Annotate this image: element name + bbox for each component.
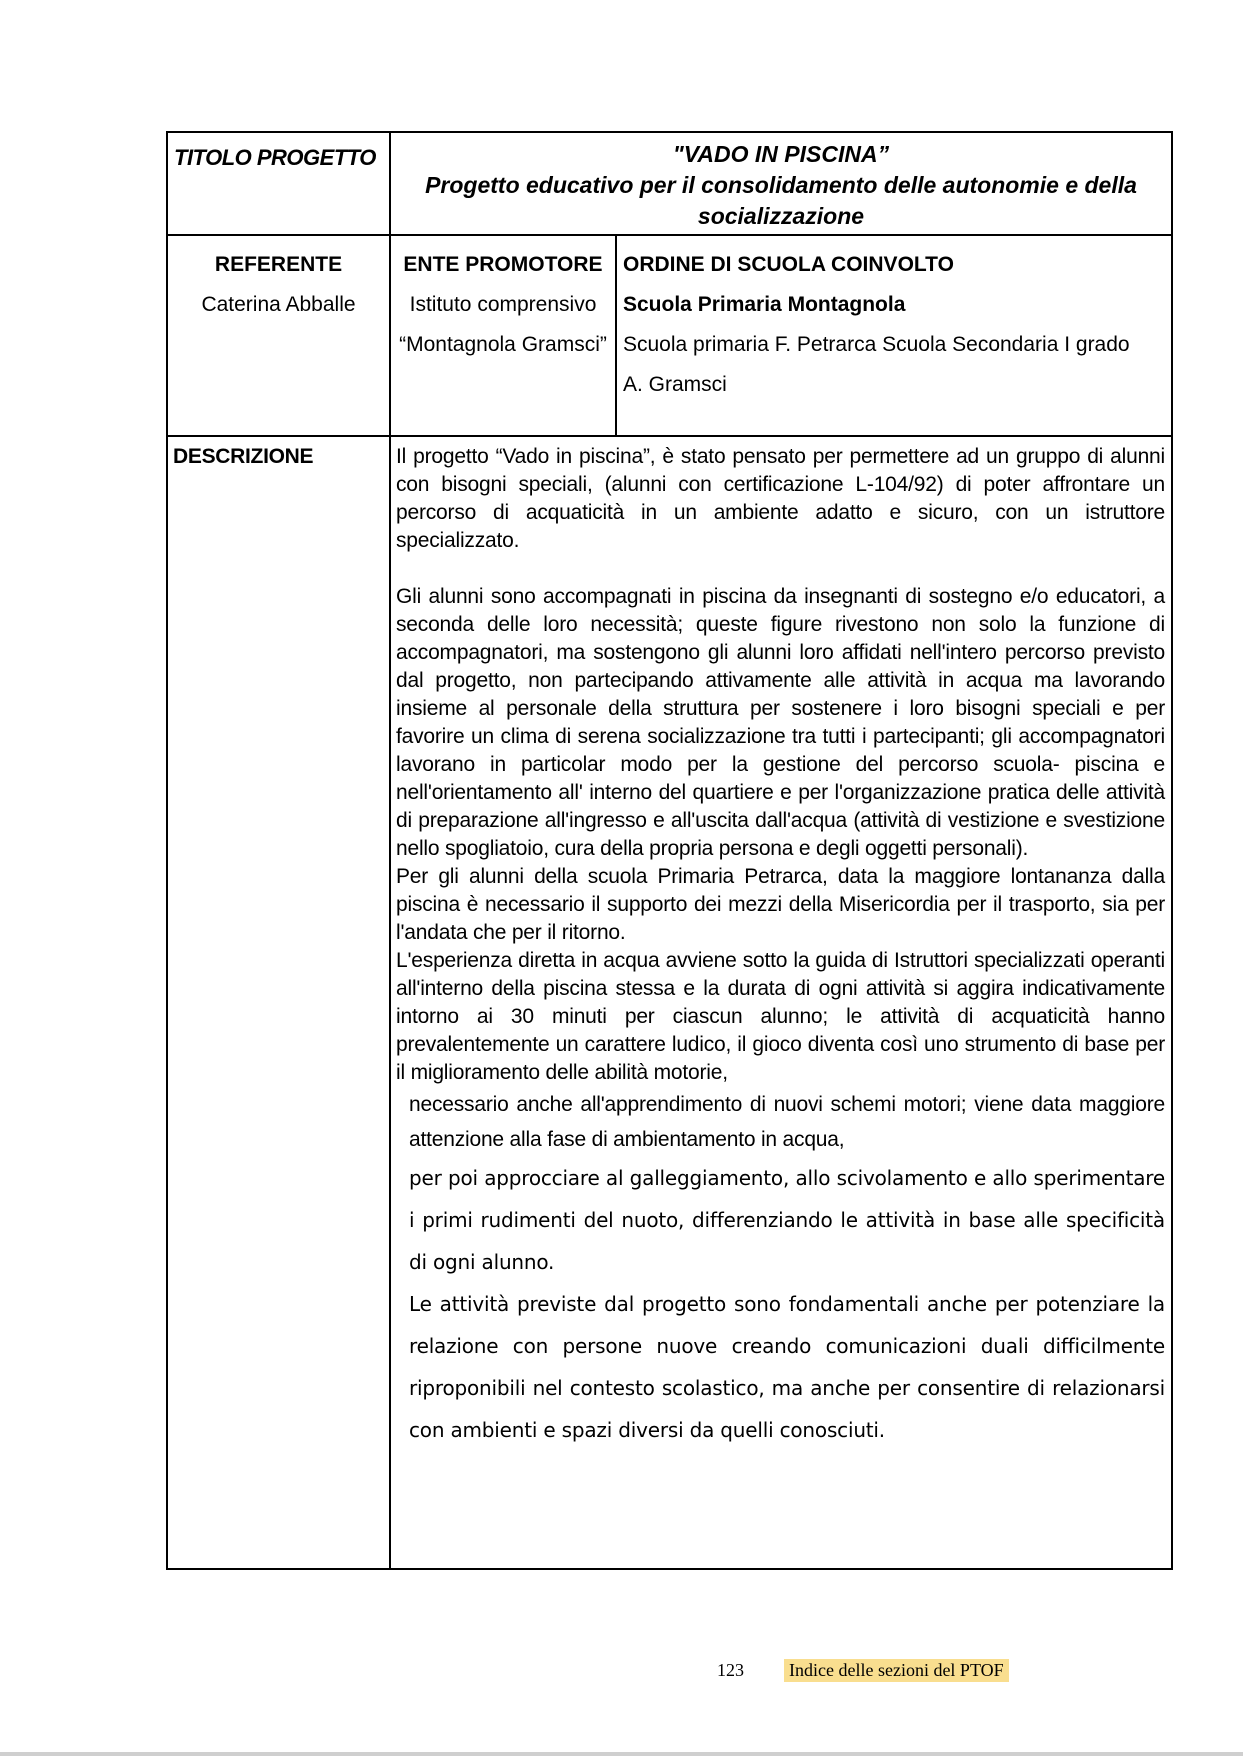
ordine-scuola-tertiary: A. Gramsci: [623, 373, 727, 396]
referente-name: Caterina Abballe: [201, 293, 356, 316]
ente-promotore-header: ENTE PROMOTORE: [403, 253, 603, 276]
description-paragraph: Per gli alunni della scuola Primaria Petrarca, data la maggiore lontananza dalla piscina è necessario il supporto dei mezzi della Misericordia per il trasporto, sia per l'andata che per il ritorno.: [396, 865, 1165, 944]
project-title-cell: [389, 133, 1171, 234]
description-paragraph: per poi approcciare al galleggiamento, allo scivolamento e allo sperimentare i primi rudimenti del nuoto, differenziando le attività in base alle specificità di ogni alunno.: [409, 1166, 1165, 1274]
descrizione-label: DESCRIZIONE: [173, 445, 314, 468]
description-paragraph: necessario anche all'apprendimento di nuovi schemi motori; viene data maggiore attenzione alla fase di ambientamento in acqua,: [409, 1093, 1165, 1151]
description-paragraph: Le attività previste dal progetto sono fondamentali anche per potenziare la relazione con persone nuove creando comunicazioni duali difficilmente riproponibili nel contesto scolastico, ma anche per consentire di relazionarsi con ambienti e spazi diversi da quelli conosciuti.: [409, 1292, 1165, 1442]
descrizione-body-cell: [389, 437, 1171, 1568]
referente-cell: [168, 236, 389, 435]
descrizione-row: [168, 435, 1171, 1568]
ordine-scuola-cell: [615, 236, 1171, 435]
ente-promotore-line1: Istituto comprensivo: [409, 293, 597, 316]
ente-promotore-cell: [389, 236, 615, 435]
ordine-scuola-primary: Scuola Primaria Montagnola: [623, 293, 906, 316]
descrizione-label-cell: [168, 437, 389, 1568]
page-edge-divider: [0, 1752, 1243, 1756]
titolo-label-cell: [168, 133, 389, 234]
project-title: "VADO IN PISCINA”: [672, 141, 890, 167]
page-number: 123: [717, 1660, 744, 1680]
ordine-scuola-header: ORDINE DI SCUOLA COINVOLTO: [623, 253, 954, 276]
ente-promotore-line2: “Montagnola Gramsci”: [399, 333, 607, 356]
project-table: [166, 131, 1173, 1570]
info-row: [168, 234, 1171, 435]
description-paragraph: Gli alunni sono accompagnati in piscina da insegnanti di sostegno e/o educatori, a seconda delle loro necessità; queste figure rivestono non solo la funzione di accompagnatori, ma sostengono gli alunni loro affidati nell'intero percorso previsto dal progetto, non partecipando attivamente alle attività in acqua ma lavorando insieme al personale della struttura per sostenere i loro bisogni speciali e per favorire un clima di serena socializzazione tra tutti i partecipanti; gli accompagnatori lavorano in particolar modo per la gestione del percorso scuola- piscina e nell'orientamento all' interno del quartiere e per l'organizzazione pratica delle attività di preparazione all'ingresso e all'uscita dall'acqua (attività di vestizione e svestizione nello spogliatoio, cura della propria persona e degli oggetti personali).: [396, 585, 1165, 860]
description-paragraph: Il progetto “Vado in piscina”, è stato pensato per permettere ad un gruppo di alunni con bisogni speciali, (alunni con certificazione L-104/92) di poter affrontare un percorso di acquaticità in un ambiente adatto e sicuro, con un istruttore specializzato.: [396, 445, 1165, 552]
page-footer: [717, 1659, 1009, 1682]
description-paragraph: L'esperienza diretta in acqua avviene sotto la guida di Istruttori specializzati operanti all'interno della piscina stessa e la durata di ogni attività si aggira indicativamente intorno ai 30 minuti per ciascun alunno; le attività di acquaticità hanno prevalentemente un carattere ludico, il gioco diventa così uno strumento di base per il miglioramento delle abilità motorie,: [396, 949, 1165, 1084]
project-subtitle: Progetto educativo per il consolidamento delle autonomie e della socializzazione: [425, 172, 1137, 229]
ordine-scuola-secondary: Scuola primaria F. Petrarca Scuola Secondaria I grado: [623, 333, 1130, 356]
ptof-index-link[interactable]: Indice delle sezioni del PTOF: [784, 1659, 1009, 1682]
titolo-row: [168, 133, 1171, 234]
referente-header: REFERENTE: [214, 253, 343, 276]
titolo-label: TITOLO PROGETTO: [174, 145, 376, 170]
